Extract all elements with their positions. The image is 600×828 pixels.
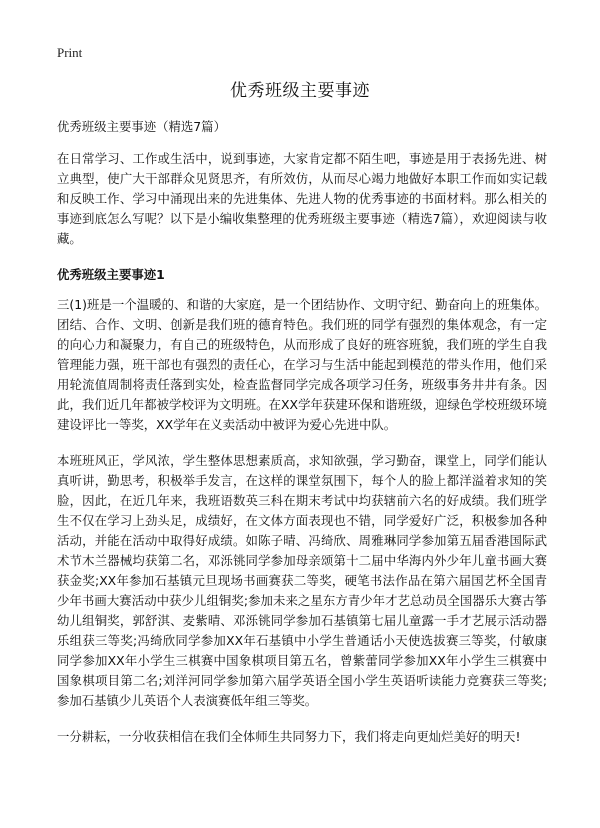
print-link[interactable]: Print (57, 45, 83, 60)
body-paragraph-3: 一分耕耘，一分收获相信在我们全体师生共同努力下，我们将走向更灿烂美好的明天! (57, 729, 521, 744)
document-body (57, 117, 547, 763)
document-title: 优秀班级主要事迹 (230, 81, 370, 101)
body-paragraph-2: 本班班风正，学风浓，学生整体思想素质高，求知欲强，学习勤奋，课堂上，同学们能认真听讲，勤思考，积极举手发言，在这样的课堂氛围下，每个人的脸上都洋溢着求知的笑脸，因此，在近几年来，我班语数英三科在期末考试中均获辖前六名的好成绩。我们班学生不仅在学习上劲头足，成绩好，在文体方面表现也不错，同学爱好广泛，积极参加各种活动，并能在活动中取得好成绩。如陈子晴、冯绮欣、周雅琳同学参加第五届香港国际武术节木兰器械均获第二名，邓泺铫同学参加母亲颂第十二届中华海内外少年儿童书画大赛获金奖;XX年参加石基镇元旦现场书画赛获二等奖，硬笔书法作品在第六届国艺杯全国青少年书画大赛活动中获少儿组铜奖;参加未来之星东方青少年才艺总动员全国器乐大赛古筝幼儿组铜奖，郭舒淇、麦紫晴、邓泺铫同学参加石基镇第七届儿童露一手才艺展示活动器乐组获三等奖;冯绮欣同学参加XX年石基镇中小学生普通话小天使选拔赛三等奖，付敏康同学参加XX年小学生三棋赛中国象棋项目第五名，曾紫蕾同学参加XX年小学生三棋赛中国象棋项目第二名;刘洋河同学参加第六届学英语全国小学生英语听读能力竞赛获三等奖;参加石基镇少儿英语个人表演赛低年组三等奖。 (57, 453, 547, 708)
document-subtitle: 优秀班级主要事迹（精选7篇） (57, 119, 226, 134)
intro-paragraph: 在日常学习、工作或生活中，说到事迹，大家肯定都不陌生吧，事迹是用于表扬先进、树立典型，使广大干部群众见贤思齐，有所效仿，从而尽心竭力地做好本职工作而如实记载和反映工作、学习中涌现出来的先进集体、先进人物的优秀事迹的书面材料。那么相关的事迹到底怎么写呢？以下是小编收集整理的优秀班级主要事迹（精选7篇），欢迎阅读与收藏。 (57, 151, 547, 246)
section-heading: 优秀班级主要事迹1 (57, 267, 165, 282)
body-paragraph-1: 三(1)班是一个温暖的、和谐的大家庭，是一个团结协作、文明守纪、勤奋向上的班集体。团结、合作、文明、创新是我们班的德育特色。我们班的同学有强烈的集体观念，有一定的向心力和凝聚力，有自己的班级特色，从而形成了良好的班容班貌，我们班的学生自我管理能力强，班干部也有强烈的责任心，在学习与生活中能起到模范的带头作用，他们采用轮流值周制将责任落到实处，检查监督同学完成各项学习任务，班级事务井井有条。因此，我们近几年都被学校评为文明班。在XX学年获建环保和谐班级，迎绿色学校班级环境建设评比一等奖，XX学年在义卖活动中被评为爱心先进中队。 (57, 297, 547, 432)
